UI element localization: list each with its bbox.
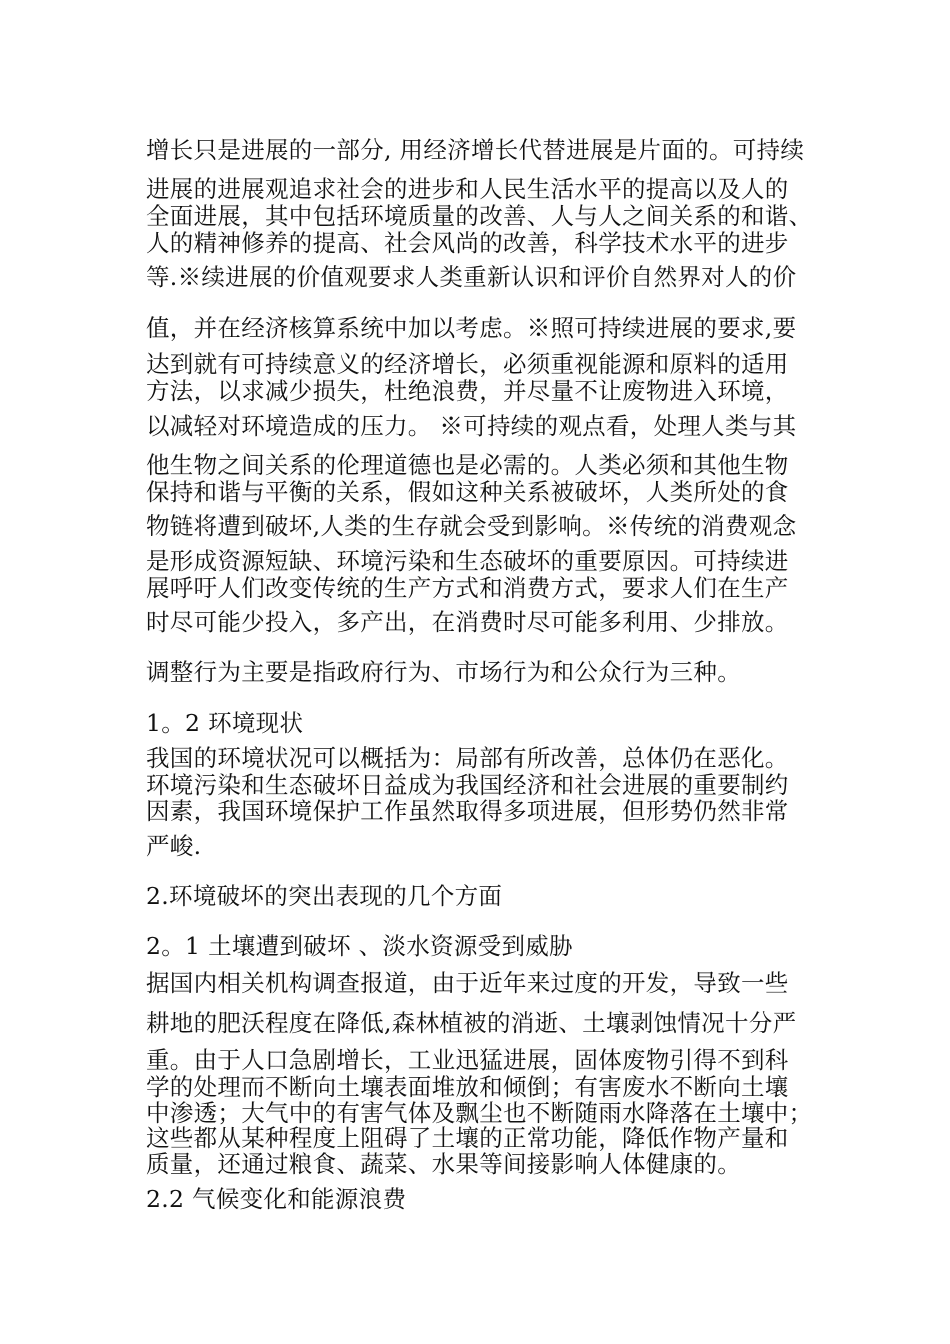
text-line: 达到就有可持续意义的经济增长，必须重视能源和原料的适用 <box>146 350 789 378</box>
section-heading: 1。2 环境现状 <box>146 709 304 737</box>
text-line: 学的处理而不断向土壤表面堆放和倾倒；有害废水不断向土壤 <box>146 1073 789 1101</box>
text-line: 值，并在经济核算系统中加以考虑。※照可持续进展的要求,要 <box>146 314 797 342</box>
text-line: 因素，我国环境保护工作虽然取得多项进展，但形势仍然非常 <box>146 797 789 825</box>
section-heading: 2.环境破坏的突出表现的几个方面 <box>146 882 503 910</box>
text-line: 进展的进展观追求社会的进步和人民生活水平的提高以及人的 <box>146 175 789 203</box>
text-line: 增长只是进展的一部分, 用经济增长代替进展是片面的。可持续 <box>146 136 805 164</box>
text-line: 严峻. <box>146 832 202 860</box>
text-line: 质量，还通过粮食、蔬菜、水果等间接影响人体健康的。 <box>146 1150 741 1178</box>
text-line: 等.※续进展的价值观要求人类重新认识和评价自然界对人的价 <box>146 263 797 291</box>
text-line: 以减轻对环境造成的压力。 ※可持续的观点看，处理人类与其 <box>146 412 797 440</box>
text-line: 展呼吁人们改变传统的生产方式和消费方式，要求人们在生产 <box>146 574 789 602</box>
text-line: 据国内相关机构调查报道，由于近年来过度的开发，导致一些 <box>146 969 789 997</box>
text-line: 保持和谐与平衡的关系，假如这种关系被破坏，人类所处的食 <box>146 478 789 506</box>
text-line: 我国的环境状况可以概括为：局部有所改善，总体仍在恶化。 <box>146 744 789 772</box>
text-line: 环境污染和生态破坏日益成为我国经济和社会进展的重要制约 <box>146 771 789 799</box>
text-line: 物链将遭到破坏,人类的生存就会受到影响。※传统的消费观念 <box>146 512 797 540</box>
text-line: 调整行为主要是指政府行为、市场行为和公众行为三种。 <box>146 658 741 686</box>
text-line: 他生物之间关系的伦理道德也是必需的。人类必须和其他生物 <box>146 451 789 479</box>
text-line: 中渗透；大气中的有害气体及飘尘也不断随雨水降落在土壤中； <box>146 1099 813 1127</box>
text-line: 耕地的肥沃程度在降低,森林植被的消逝、土壤剥蚀情况十分严 <box>146 1009 797 1037</box>
text-line: 这些都从某种程度上阻碍了土壤的正常功能，降低作物产量和 <box>146 1124 789 1152</box>
text-line: 时尽可能少投入，多产出，在消费时尽可能多利用、少排放。 <box>146 608 789 636</box>
text-line: 重。由于人口急剧增长，工业迅猛进展，固体废物引得不到科 <box>146 1046 789 1074</box>
section-heading: 2。1 土壤遭到破坏 、淡水资源受到威胁 <box>146 932 573 960</box>
section-heading: 2.2 气候变化和能源浪费 <box>146 1185 407 1213</box>
text-line: 方法，以求减少损失，杜绝浪费，并尽量不让废物进入环境， <box>146 377 789 405</box>
text-line: 是形成资源短缺、环境污染和生态破坏的重要原因。可持续进 <box>146 547 789 575</box>
text-line: 全面进展，其中包括环境质量的改善、人与人之间关系的和谐、 <box>146 202 813 230</box>
text-line: 人的精神修养的提高、社会风尚的改善，科学技术水平的进步 <box>146 229 789 257</box>
